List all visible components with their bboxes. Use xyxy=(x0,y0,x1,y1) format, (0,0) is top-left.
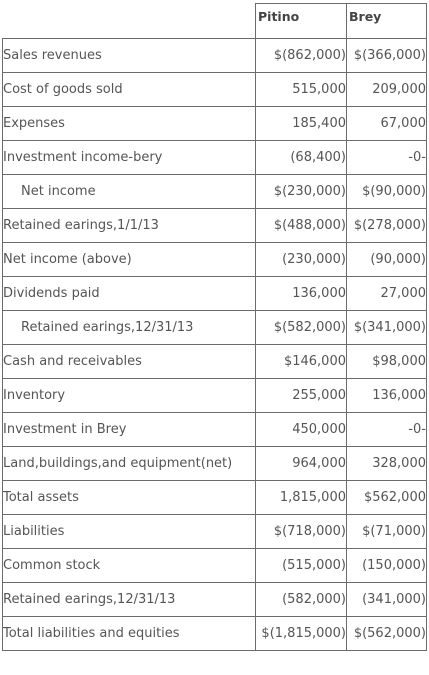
pitino-value: $(230,000) xyxy=(256,175,347,209)
pitino-value: $(718,000) xyxy=(256,515,347,549)
brey-value: $(341,000) xyxy=(347,311,427,345)
table-row xyxy=(3,549,427,583)
row-label: Retained earings,1/1/13 xyxy=(3,209,256,243)
table-row xyxy=(3,515,427,549)
table-row xyxy=(3,481,427,515)
financial-table xyxy=(2,3,427,651)
table-row xyxy=(3,345,427,379)
header-brey: Brey xyxy=(347,4,427,39)
pitino-value: (582,000) xyxy=(256,583,347,617)
table-body xyxy=(3,39,427,651)
row-label: Liabilities xyxy=(3,515,256,549)
brey-value: 27,000 xyxy=(347,277,427,311)
pitino-value: (515,000) xyxy=(256,549,347,583)
table-row xyxy=(3,277,427,311)
row-label: Expenses xyxy=(3,107,256,141)
pitino-value: (230,000) xyxy=(256,243,347,277)
pitino-value: 450,000 xyxy=(256,413,347,447)
pitino-value: $146,000 xyxy=(256,345,347,379)
header-row xyxy=(3,4,427,39)
pitino-value: 515,000 xyxy=(256,73,347,107)
row-label: Dividends paid xyxy=(3,277,256,311)
brey-value: $(90,000) xyxy=(347,175,427,209)
table-row xyxy=(3,379,427,413)
pitino-value: 1,815,000 xyxy=(256,481,347,515)
table-row xyxy=(3,73,427,107)
brey-value: $98,000 xyxy=(347,345,427,379)
pitino-value: $(1,815,000) xyxy=(256,617,347,651)
row-label: Land,buildings,and equipment(net) xyxy=(3,447,256,481)
brey-value: $562,000 xyxy=(347,481,427,515)
row-label: Cost of goods sold xyxy=(3,73,256,107)
row-label: Net income xyxy=(3,175,256,209)
row-label: Cash and receivables xyxy=(3,345,256,379)
brey-value: -0- xyxy=(347,413,427,447)
table-row xyxy=(3,617,427,651)
table-row xyxy=(3,311,427,345)
pitino-value: $(582,000) xyxy=(256,311,347,345)
row-label: Sales revenues xyxy=(3,39,256,73)
table-row xyxy=(3,583,427,617)
pitino-value: $(488,000) xyxy=(256,209,347,243)
row-label: Total liabilities and equities xyxy=(3,617,256,651)
pitino-value: $(862,000) xyxy=(256,39,347,73)
row-label: Inventory xyxy=(3,379,256,413)
brey-value: (341,000) xyxy=(347,583,427,617)
brey-value: -0- xyxy=(347,141,427,175)
brey-value: $(71,000) xyxy=(347,515,427,549)
pitino-value: 185,400 xyxy=(256,107,347,141)
row-label: Total assets xyxy=(3,481,256,515)
pitino-value: 136,000 xyxy=(256,277,347,311)
table-row xyxy=(3,413,427,447)
header-blank-cell xyxy=(3,4,256,39)
row-label: Common stock xyxy=(3,549,256,583)
table-row xyxy=(3,141,427,175)
row-label: Retained earings,12/31/13 xyxy=(3,583,256,617)
brey-value: 328,000 xyxy=(347,447,427,481)
table-row xyxy=(3,447,427,481)
brey-value: (150,000) xyxy=(347,549,427,583)
row-label: Investment in Brey xyxy=(3,413,256,447)
header-pitino: Pitino xyxy=(256,4,347,39)
table-row xyxy=(3,107,427,141)
pitino-value: 255,000 xyxy=(256,379,347,413)
brey-value: $(278,000) xyxy=(347,209,427,243)
brey-value: $(366,000) xyxy=(347,39,427,73)
table-row xyxy=(3,175,427,209)
table-row xyxy=(3,39,427,73)
row-label: Net income (above) xyxy=(3,243,256,277)
table-row xyxy=(3,243,427,277)
row-label: Retained earings,12/31/13 xyxy=(3,311,256,345)
brey-value: 136,000 xyxy=(347,379,427,413)
pitino-value: 964,000 xyxy=(256,447,347,481)
brey-value: (90,000) xyxy=(347,243,427,277)
row-label: Investment income-bery xyxy=(3,141,256,175)
pitino-value: (68,400) xyxy=(256,141,347,175)
brey-value: 67,000 xyxy=(347,107,427,141)
brey-value: 209,000 xyxy=(347,73,427,107)
brey-value: $(562,000) xyxy=(347,617,427,651)
table-row xyxy=(3,209,427,243)
